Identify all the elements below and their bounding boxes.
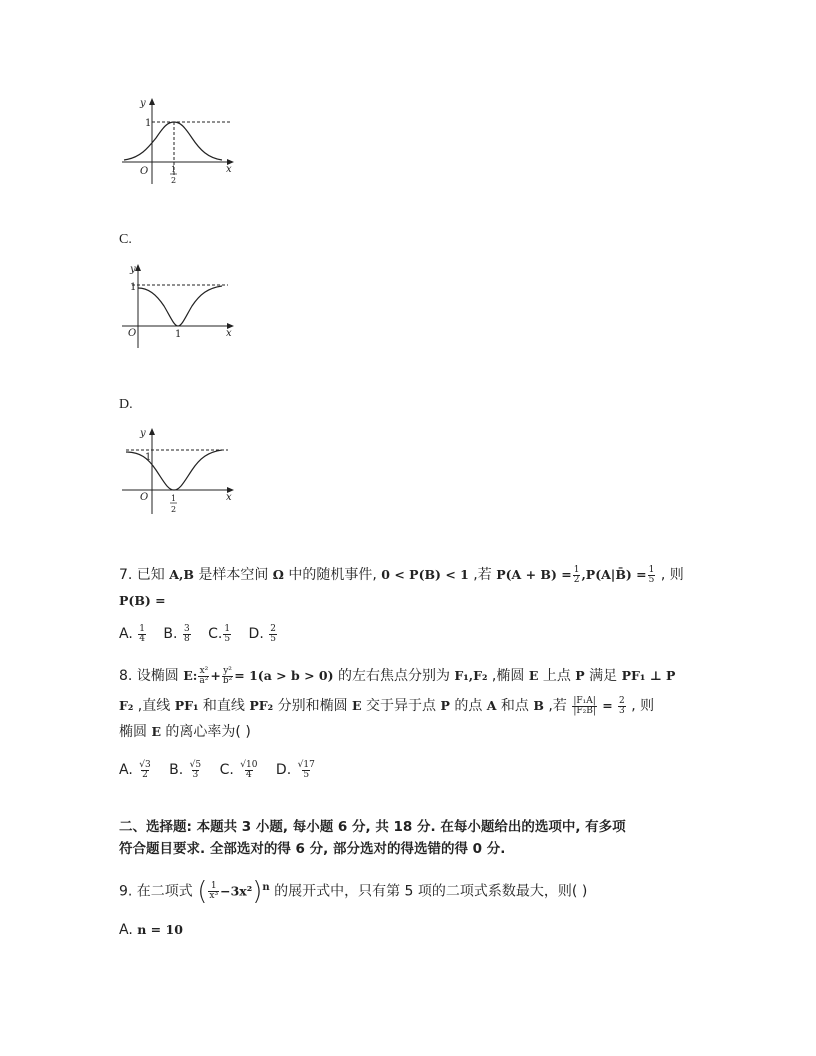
q8-option-d: D. $\frac{√17}{5}$ <box>275 759 315 780</box>
q7-line2: P(B) = <box>119 593 166 608</box>
q7-option-c: C. $\frac{1}{5}$ <box>208 623 231 644</box>
origin-label: O <box>128 328 137 339</box>
half-num: 1 <box>171 494 177 503</box>
q7-pacb: ,P(A|B̄) = <box>581 567 647 582</box>
q8-line2: F₂ ,直线 PF₁ 和直线 PF₂ 分别和椭圆 E 交于异于点 P 的点 A 和点 B ,若 $\frac{\text{|F₁A|}}{\text{|F₂B|}}$ = $\frac{2}{3}$ , 则 <box>119 695 655 716</box>
q7-option-a: A. $\frac{1}{4}$ <box>119 623 145 644</box>
y-one-label: 1 <box>145 118 152 129</box>
graph-top <box>118 96 238 188</box>
q7-ab: A,B <box>169 567 194 582</box>
q7-text-a: 7. 已知 <box>119 567 170 583</box>
q9-line: 9. 在二项式 ( $\frac{1}{\text{x³}}$ −3x²)$^n$ 的展开式中，只有第 5 项的二项式系数最大，则( ) <box>119 876 588 907</box>
option-d-label: D. <box>119 397 133 412</box>
q8-line3: 椭圆 E 的离心率为( ) <box>119 724 251 740</box>
q7-line1 <box>119 563 684 587</box>
q7-frac2: $\frac{1}{5}$ <box>648 564 655 585</box>
x-axis-label: x <box>226 492 232 503</box>
q7-ineq: 0 < P(B) < 1 <box>381 567 469 582</box>
q7-option-b: B. $\frac{3}{8}$ <box>163 623 190 644</box>
q7-option-d: D. $\frac{2}{5}$ <box>248 623 276 644</box>
q9-option-a: A. n = 10 <box>119 922 183 938</box>
option-c-label: C. <box>119 232 132 247</box>
q7-options <box>119 622 290 646</box>
q7-text-c: 中的随机事件, <box>283 567 382 583</box>
q7-text-d: ,若 <box>468 567 497 583</box>
q8-options <box>119 758 329 782</box>
q8-ratio-value: $\frac{2}{3}$ <box>619 695 625 716</box>
origin-label: O <box>140 166 149 177</box>
q8-option-c: C. $\frac{√10}{4}$ <box>219 759 258 780</box>
q8-ratio: $\frac{\text{|F₁A|}}{\text{|F₂B|}}$ <box>573 695 596 716</box>
x-axis-label: x <box>226 164 232 175</box>
q7-text-e: , 则 <box>656 567 684 583</box>
q7-pab: P(A + B) = <box>496 567 572 582</box>
half-den: 2 <box>171 505 177 514</box>
half-num: 1 <box>171 165 177 174</box>
section2-heading-line1: 二、选择题: 本题共 3 小题, 每小题 6 分, 共 18 分. 在每小题给出的选项中, 有多项 <box>119 819 626 835</box>
q7-omega: Ω <box>272 567 284 582</box>
q8-frac-x: $\frac{\text{x²}}{\text{a²}}$ <box>199 665 209 686</box>
y-axis-label: y <box>140 428 146 439</box>
q8-frac-y: $\frac{\text{y²}}{\text{b²}}$ <box>222 665 233 686</box>
ellipse-label: E: <box>183 668 198 683</box>
q7-text-b: 是样本空间 <box>193 567 273 583</box>
q9-frac: $\frac{1}{\text{x³}}$ <box>209 881 219 902</box>
q8-option-b: B. $\frac{√5}{3}$ <box>169 759 202 780</box>
y-one-label: 1 <box>145 452 152 463</box>
graph-d <box>118 426 238 518</box>
q8-eq: = 1(a > b > 0) <box>234 668 334 683</box>
half-den: 2 <box>171 176 177 185</box>
section2-heading-line2: 符合题目要求. 全部选对的得 6 分, 部分选对的得选错的得 0 分. <box>119 841 506 857</box>
q8-line1: 8. 设椭圆 E: $\frac{\text{x²}}{\text{a²}}$ + $\frac{\text{y²}}{\text{b²}}$ = 1(a > b > 0) 的左右焦点分别为 F₁,F₂ ,椭圆 E 上点 P 满足 PF₁ ⊥ P <box>119 665 676 686</box>
graph-c <box>118 262 238 352</box>
y-axis-label: y <box>140 98 146 109</box>
q9-exponent: n <box>262 882 270 893</box>
y-one-label: 1 <box>130 282 137 293</box>
y-axis-label: y <box>130 264 136 275</box>
q7-frac1: $\frac{1}{2}$ <box>573 564 580 585</box>
origin-label: O <box>140 492 149 503</box>
x-axis-label: x <box>226 328 232 339</box>
x-one-label: 1 <box>175 329 182 340</box>
q8-option-a: A. $\frac{√3}{2}$ <box>119 759 151 780</box>
